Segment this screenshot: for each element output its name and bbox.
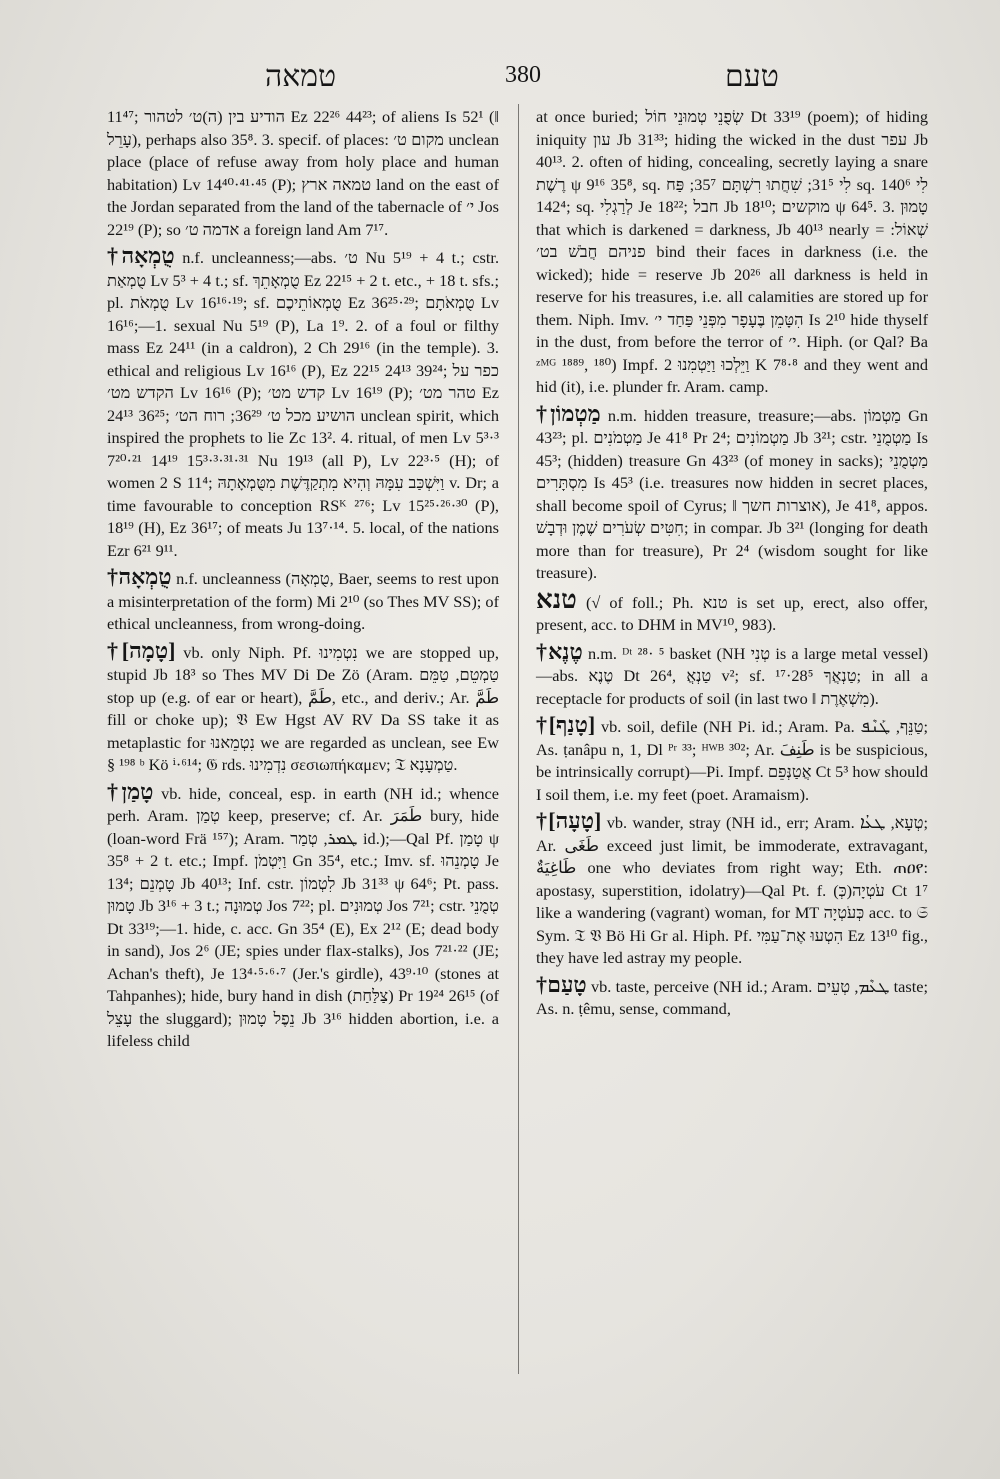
left-column: [107, 106, 499, 1057]
entry-tamah: †[טָמָה] vb. only Niph. Pf. נִטְמִינוּ we are stopped up, stupid Jb 18³ so Thes MV Di De Zö (Aram. טַמְטֵם, טַמֵּם stop up (e.g. of ear or heart), طَمَّ, etc., and deriv.; Ar. طَمَّ fill or choke up); 𝔙 Ew Hgst AV RV Da SS take it as metaplastic for נִטְמֵאנוּ we are regarded as unclean, see Ew § ¹⁹⁸ ᵇ Kö ⁱ·⁶¹⁴; 𝔊 rds. נִדְמִינוּ σεσιωπήκαμεν; 𝔗 טַמְעָנָא.: [107, 637, 500, 774]
left-guide-word: טמאה: [265, 60, 337, 93]
entry-tumah-2: †טֻמְאָה n.f. uncleanness (טֻמְאָה, Baer, seems to rest upon a misinterpretation of the form) Mi 2¹⁰ (so Thes MV SS); of ethical uncleanness, from wrong-doing.: [107, 564, 499, 633]
headword: †[טָמָה]: [107, 637, 176, 663]
entry-tene: †טֶנֶא n.m. ᴰᵗ ²⁸· ⁵ basket (NH טְנִי is a large metal vessel)—abs. טֶנֶא Dt 26⁴, טַנְאֲ v²; sf. טַנְאֲךָ 28⁵·¹⁷; in all a receptacle for products of soil (in last two ‖ מִשְׁאֶרֶת).: [536, 638, 929, 708]
headword: †מַטְמוֹן: [536, 400, 601, 426]
entry-taam: †טָעַם vb. taste, perceive (NH id.; Aram. ܛܥܶܡ, טְעֵים taste; As. n. ṭêmu, sense, command,: [536, 971, 928, 1018]
headword: †טָעַם: [536, 971, 587, 997]
entry-continuation: 11⁴⁷; הודיע בין (ה)ט׳ לטהור Ez 22²⁶ 44²³; of aliens Is 52¹ (‖ עָרֵל), perhaps also 35⁸. 3. specif. of places: מקום ט׳ unclean place (place of refuse away from holy place and human habitation) Lv 14⁴⁰·⁴¹·⁴⁵ (P); טמאה ארץ land on the east of the Jordan separated from the land of the tabernacle of י׳ Jos 22¹⁹ (P); so אדמה ט׳ a foreign land Am 7¹⁷.: [107, 107, 500, 239]
entry-root-tn: טנא (√ of foll.; Ph. טנא is set up, erect, also offer, present, acc. to DHM in MV¹⁰, 983).: [536, 584, 928, 634]
entry-tanaf: †[טָנַף] vb. soil, defile (NH Pi. id.; Aram. Pa. טַנֵּף, ܛܰܢܶܦ; As. ṭanâpu n, 1, Dl ᴾʳ ³³; ᴴᵂᴮ ³⁰²; Ar. طَنِفَ is be suspicious, be intrinsically corrupt)—Pi. Impf. אֲטַנְּפֵם Ct 5³ how should I soil them, i.e. my feet (poet. Aramaism).: [536, 712, 928, 804]
entry-continuation: at once buried; שְׂפֻנֵי טְמוּנֵי חוֹל Dt 33¹⁹ (poem); of hiding iniquity עון Jb 31³³; hiding the wicked in the dust עפר Jb 40¹³. 2. often of hiding, concealing, secretly laying a snare רֶשֶׁת ψ 9¹⁶ 35⁸, sq. לִי 31⁵; שִׁחֲתוּ רִשְׁתָּם 35⁷; פַּח sq. לִי 140⁶ 142⁴; sq. לְרַגְלִי Je 18²²; חבל Jb 18¹⁰; מוקשים ψ 64⁵. 3. טָמוּן that which is darkened = darkness, Jb 40¹³ nearly = שְׁאוֹל: פניהם חֲבֹשׁ בט׳ bind their faces in darkness (i.e. the wicked); hide = reserve Jb 20²⁶ all darkness is held in reserve for his treasures, i.e. all calamities are stored up for them. Niph. Imv. הִטָּמֵן בֶּעָפָר מִפְּנֵי פַּחַד י׳ Is 2¹⁰ hide thyself in the dust, from before the terror of י׳. Hiph. (or Qal? Ba ᶻᴹᴳ ¹⁸⁸⁹, ¹⁸⁰) Impf. וַיֵּלְכוּ וַיַּטְמִנוּ 2 K 7⁸·⁸ and they went and hid (it), i.e. plunder fr. Aram. camp.: [536, 107, 929, 396]
headword: †טֶנֶא: [536, 638, 583, 664]
running-head: [100, 60, 930, 100]
headword: †טָמַן: [107, 778, 154, 804]
headword: †טֻמְאָה: [107, 564, 172, 589]
entry-taman: †טָמַן vb. hide, conceal, esp. in earth (NH id.; whence perh. Aram. טְמַן keep, preserve; cf. Ar. طَمَرَ bury, hide (loan-word Frä ¹⁵⁷); Aram. ܛܡܪ, טְמַר id.);—Qal Pf. טָמַן ψ 35⁸ + 2 t. etc.; Impf. וַיִּטְמֹן Gn 35⁴, etc.; Imv. sf. טָמְנֵהוּ Je 13⁴; טָמְנֵם Jb 40¹³; Inf. cstr. לִטְמוֹן Jb 31³³ ψ 64⁶; Pt. pass. טָמוּן Jb 3¹⁶ + 3 t.; טְמוּנָה Jos 7²²; pl. טְמוּנִים Jos 7²¹; cstr. טְמֻנֵי Dt 33¹⁹;—1. hide, c. acc. Gn 35⁴ (E), Ex 2¹² (E; dead body in sand), Jos 2⁶ (JE; spies under flax-stalks), Jos 7²¹·²² (JE; Achan's theft), Je 13⁴·⁵·⁶·⁷ (Jer.'s girdle), 43⁹·¹⁰ (stones at Tahpanhes); hide, bury hand in dish (צַלַּחַת) Pr 19²⁴ 26¹⁵ (of עָצֵל the sluggard); נֵפֶל טָמוּן Jb 3¹⁶ hidden abortion, i.e. a lifeless child: [107, 778, 500, 1050]
headword: †[טָעָה]: [536, 808, 602, 833]
headword: טנא: [536, 584, 577, 614]
column-divider: [518, 104, 519, 1374]
headword: †[טָנַף]: [536, 712, 596, 737]
page-number: 380: [505, 62, 541, 88]
entry-taah: †[טָעָה] vb. wander, stray (NH id., err; Aram. טְעָא, ܛܥܳܐ; Ar. طَغَى exceed just limit, be immoderate, extravagant, طَاغِيَةٌ one who deviates from right way; Eth. ጠዐየ: apostasy, superstition, idolatry)—Qal Pt. f. (כְּ)עֹטְיָה Ct 1⁷ like a wandering (vagrant) woman, for MT כְּעֹטְיָה acc. to 𝔖 Sym. 𝔗 𝔙 Bö Hi Gr al. Hiph. Pf. הִטְעוּ אֶת־עַמִּי Ez 13¹⁰ fig., they have led astray my people.: [536, 808, 929, 967]
right-guide-word: טעם: [725, 60, 779, 93]
headword: †טֻמְאָה: [107, 243, 175, 268]
entry-tumah: †טֻמְאָה n.f. uncleanness;—abs. ט׳ Nu 5¹⁹ + 4 t.; cstr. טֻמְאַת Lv 5³ + 4 t.; sf. טֻמְאָתֵךְ Ez 22¹⁵ + 2 t. etc., + 18 t. sfs.; pl. טֻמְאֹת Lv 16¹⁶·¹⁹; sf. טֻמְאוֹתֵיכֶם Ez 36²⁵·²⁹; טֻמְאֹתָם Lv 16¹⁶;—1. sexual Nu 5¹⁹ (P), La 1⁹. 2. of a foul or filthy mass Ez 24¹¹ (in a caldron), 2 Ch 29¹⁶ (in the temple). 3. ethical and religious Lv 16¹⁶ (P), Ez 22¹⁵ 24¹³ 39²⁴; כפר על הקדש מט׳ Lv 16¹⁶ (P); קדש מט׳ Lv 16¹⁹ (P); טהר מט׳ Ez 24¹³ 36²⁵; הושיע מכל ט׳ 36²⁹; רוח הט׳ unclean spirit, which inspired the prophets to lie Zc 13². 4. ritual, of men Lv 5³·³ 7²⁰·²¹ 14¹⁹ 15³·³·³¹·³¹ Nu 19¹³ (all P), Lv 22³·⁵ (H); of women 2 S 11⁴; וַיִּשְׁכַּב עִמָּהּ וְהִיא מִתְקַדֶּשֶׁת מִטֻּמְאָתָהּ v. Dr; a time favourable to conception RSᴷ ²⁷⁶; Lv 15²⁵·²⁶·³⁰ (P), 18¹⁹ (H), Ez 36¹⁷; of meats Ju 13⁷·¹⁴. 5. local, of the nations Ezr 6²¹ 9¹¹.: [107, 243, 500, 560]
right-column: [536, 106, 928, 1025]
entry-matmon: †מַטְמוֹן n.m. hidden treasure, treasure;—abs. מַטְמוֹן Gn 43²³; pl. מַטְמֹנִים Je 41⁸ Pr 2⁴; מַטְמוֹנִים Jb 3²¹; cstr. מַטְמֻנֵי Is 45³; (hidden) treasure Gn 43²³ (of money in sacks); מַטְמֻנֵי מִסְתָּרִים Is 45³ (i.e. treasures now hidden in secret places, shall become spoil of Cyrus; ‖ אוצרות חשך), Je 41⁸, appos. חִטִּים שְׂעֹרִים שֶׁמֶן וּדְבָשׁ; in compar. Jb 3²¹ (longing for death more than for treasure), Pr 2⁴ (wisdom sought for like treasure).: [536, 400, 929, 582]
